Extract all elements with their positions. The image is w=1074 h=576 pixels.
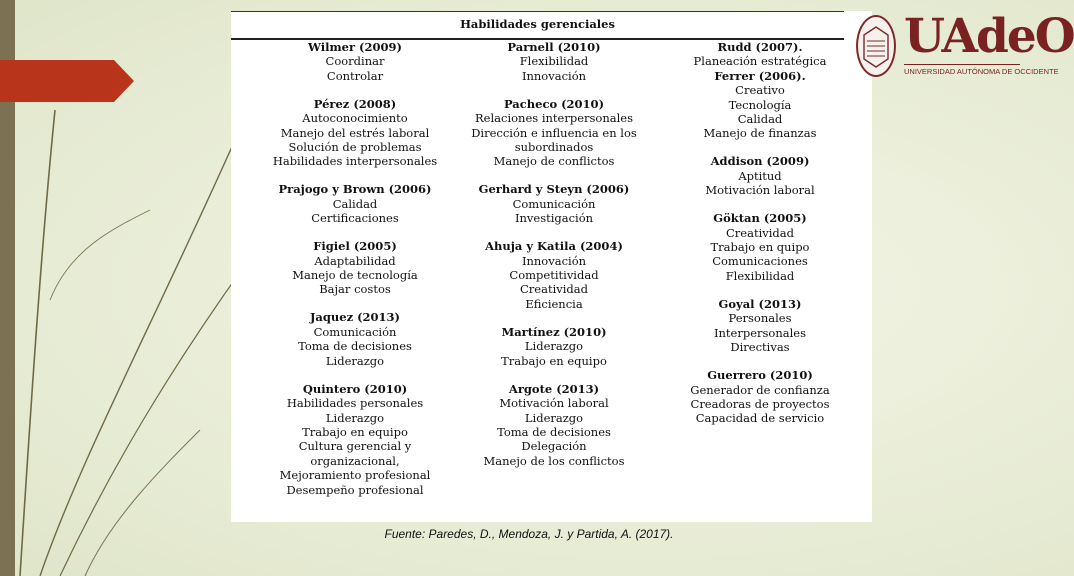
skill-group xyxy=(449,97,659,169)
skill-item: Solución de problemas xyxy=(288,140,422,155)
table-title: Habilidades gerenciales xyxy=(460,17,615,31)
university-seal-icon xyxy=(856,15,896,77)
skill-group xyxy=(655,368,865,426)
skill-item: Trabajo en equipo xyxy=(501,353,607,368)
skill-item: Dirección e influencia en los xyxy=(471,125,637,140)
skill-item: Trabajo en quipo xyxy=(710,240,810,255)
table-column-3 xyxy=(655,40,865,426)
skill-item: Motivación laboral xyxy=(499,396,609,411)
skill-item: Habilidades personales xyxy=(286,396,424,411)
skill-group xyxy=(250,239,460,297)
table-column-1 xyxy=(250,40,460,497)
skill-group-author: Parnell (2010) xyxy=(507,40,601,54)
skill-group xyxy=(655,69,865,141)
skill-group-author: Addison (2009) xyxy=(710,154,810,169)
skill-item: Manejo del estrés laboral xyxy=(280,125,430,140)
skill-group xyxy=(250,97,460,169)
skill-group-author: Prajogo y Brown (2006) xyxy=(278,182,432,197)
skill-item: Delegación xyxy=(521,439,587,454)
skill-item: Flexibilidad xyxy=(725,268,795,283)
skill-item: Calidad xyxy=(737,112,783,127)
skill-group xyxy=(449,382,659,468)
skill-group-author: Pacheco (2010) xyxy=(503,96,605,111)
skill-item: Mejoramiento profesional xyxy=(279,468,431,483)
table-top-rule xyxy=(231,11,844,12)
skill-item: Generador de confianza xyxy=(690,382,830,397)
skill-group xyxy=(250,182,460,225)
skill-item: Tecnología xyxy=(728,97,792,112)
skill-item: Investigación xyxy=(514,211,594,226)
skill-item: Controlar xyxy=(326,68,384,83)
skill-item: Eficiencia xyxy=(525,296,583,311)
skill-group xyxy=(655,40,865,69)
skill-item: Bajar costos xyxy=(319,282,391,297)
skill-group-author: Argote (2013) xyxy=(508,381,600,396)
skill-item: Liderazgo xyxy=(524,410,584,425)
skill-group-author: Figiel (2005) xyxy=(313,239,397,254)
skill-group xyxy=(250,382,460,497)
skill-group-author: Goyal (2013) xyxy=(718,296,802,311)
skill-group xyxy=(449,182,659,225)
skill-item: Toma de decisiones xyxy=(298,339,412,354)
skill-item: Creatividad xyxy=(725,225,794,240)
skill-item: Capacidad de servicio xyxy=(695,411,825,426)
skill-item: Certificaciones xyxy=(311,211,399,226)
skill-item: Directivas xyxy=(730,340,790,355)
skill-item: Manejo de los conflictos xyxy=(483,453,625,468)
skill-group-author: Pérez (2008) xyxy=(313,96,397,111)
skill-group-author: Ahuja y Katila (2004) xyxy=(485,239,623,254)
skill-item: Planeación estratégica xyxy=(693,54,827,69)
skill-item: Interpersonales xyxy=(713,325,806,340)
skill-group-author: Martínez (2010) xyxy=(501,324,607,339)
skill-item: Competitividad xyxy=(509,268,599,283)
skill-item: Relaciones interpersonales xyxy=(475,111,633,126)
skill-group-author: Rudd (2007). xyxy=(717,40,803,54)
skill-item: Motivación laboral xyxy=(705,183,815,198)
logo-wordmark: UAdeO xyxy=(904,9,1074,64)
skill-item: Creadoras de proyectos xyxy=(690,396,830,411)
source-caption xyxy=(0,527,1024,541)
skill-item: Liderazgo xyxy=(524,339,584,354)
skill-item: Autoconocimiento xyxy=(302,111,408,126)
skill-item: Comunicación xyxy=(512,196,596,211)
skill-group xyxy=(655,297,865,355)
skill-item: Creativo xyxy=(735,83,785,98)
skill-item: Manejo de tecnología xyxy=(292,268,418,283)
skill-group xyxy=(449,239,659,311)
skill-group xyxy=(250,40,460,83)
university-logo xyxy=(854,9,1074,81)
skill-item: Manejo de conflictos xyxy=(493,154,615,169)
skill-group-author: Jaquez (2013) xyxy=(309,310,401,325)
skill-group-author: Wilmer (2009) xyxy=(308,40,402,54)
skill-group xyxy=(449,40,659,83)
skill-group xyxy=(655,211,865,283)
logo-subtitle: UNIVERSIDAD AUTÓNOMA DE OCCIDENTE xyxy=(904,67,1059,76)
logo-divider xyxy=(904,64,1020,65)
skill-group-author: Guerrero (2010) xyxy=(707,368,813,383)
skill-item: Habilidades interpersonales xyxy=(272,154,438,169)
skill-item: Coordinar xyxy=(325,54,385,69)
skill-item: Flexibilidad xyxy=(519,54,589,69)
skill-item: organizacional, xyxy=(310,453,400,468)
skill-item: Comunicación xyxy=(313,324,397,339)
table-column-2 xyxy=(449,40,659,468)
skill-item: Creatividad xyxy=(519,282,588,297)
skill-group xyxy=(449,325,659,368)
skill-item: subordinados xyxy=(514,140,594,155)
skill-item: Personales xyxy=(728,311,792,326)
skill-item: Toma de decisiones xyxy=(497,424,611,439)
skill-group-author: Quintero (2010) xyxy=(302,381,408,396)
skills-table xyxy=(231,11,872,522)
skill-item: Innovación xyxy=(521,253,587,268)
skill-item: Calidad xyxy=(332,196,378,211)
skill-item: Trabajo en equipo xyxy=(302,424,408,439)
skill-item: Cultura gerencial y xyxy=(298,439,412,454)
source-caption-text: Fuente: Paredes, D., Mendoza, J. y Partida, A. (2017). xyxy=(384,527,674,541)
skill-item: Innovación xyxy=(521,68,587,83)
red-arrow-shape xyxy=(0,60,134,102)
skill-group-author: Göktan (2005) xyxy=(713,211,807,226)
skill-item: Liderazgo xyxy=(325,410,385,425)
skill-group-author: Ferrer (2006). xyxy=(714,68,806,83)
skill-group xyxy=(655,154,865,197)
skill-item: Comunicaciones xyxy=(712,254,808,269)
skill-item: Liderazgo xyxy=(325,353,385,368)
skill-item: Adaptabilidad xyxy=(314,253,396,268)
skill-group-author: Gerhard y Steyn (2006) xyxy=(478,182,630,197)
skill-item: Manejo de finanzas xyxy=(703,126,817,141)
skill-item: Aptitud xyxy=(738,168,782,183)
skill-group xyxy=(250,310,460,368)
skill-item: Desempeño profesional xyxy=(286,482,424,497)
